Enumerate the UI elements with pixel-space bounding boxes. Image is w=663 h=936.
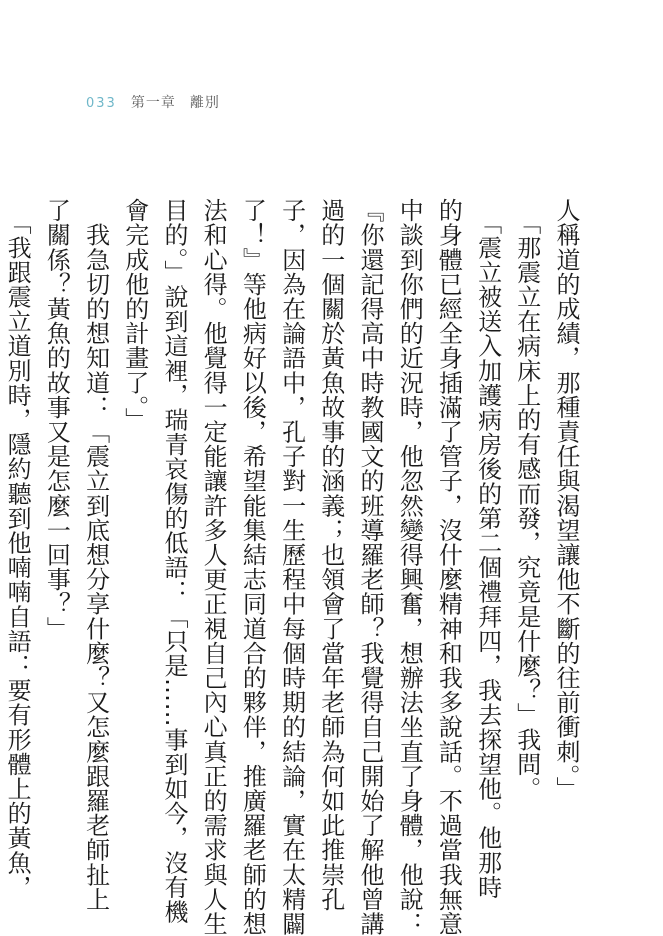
running-header	[86, 92, 220, 112]
text-column: 法和心得。他覺得一定能讓許多人更正視自己內心真正的需求與人生	[199, 198, 228, 936]
text-column: 子，因為在論語中，孔子對一生歷程中每個時期的結論，實在太精闢	[277, 198, 306, 936]
text-column: 「震立被送入加護病房後的第二個禮拜四，我去探望他。他那時	[473, 198, 502, 900]
text-column: 人稱道的成績，那種責任與渴望讓他不斷的往前衝刺。」	[552, 198, 580, 801]
vertical-text-body	[3, 198, 585, 936]
text-column: 了！』等他病好以後，希望能集結志同道合的夥伴，推廣羅老師的想	[238, 198, 267, 936]
text-column: 過的一個關於黃魚故事的涵義；也領會了當年老師為何如此推崇孔	[316, 198, 345, 912]
text-column: 了關係？黃魚的故事又是怎麼一回事？」	[42, 198, 71, 641]
text-column: 目的。」說到這裡，瑞青哀傷的低語：「只是……事到如今，沒有機	[159, 198, 188, 924]
text-column: 『你還記得高中時教國文的班導羅老師？我覺得自己開始了解他曾講	[355, 198, 384, 936]
text-column: 中談到你們的近況時，他忽然變得興奮，想辦法坐直了身體，他說：	[395, 198, 424, 936]
page-number: 033	[86, 96, 117, 111]
chapter-label: 第一章	[130, 95, 176, 111]
chapter-title: 離別	[189, 95, 220, 111]
text-column: 會完成他的計畫了。」	[120, 198, 149, 432]
text-column: 我急切的想知道：「震立到底想分享什麼？又怎麼跟羅老師扯上	[81, 198, 110, 912]
text-column: 的身體已經全身插滿了管子，沒什麼精神和我多說話。不過當我無意	[434, 198, 463, 936]
text-column: 「那震立在病床上的有感而發，究竟是什麼？」我問。	[512, 198, 541, 801]
text-column: 「我跟震立道別時，隱約聽到他喃喃自語：要有形體上的黃魚，	[3, 198, 32, 900]
